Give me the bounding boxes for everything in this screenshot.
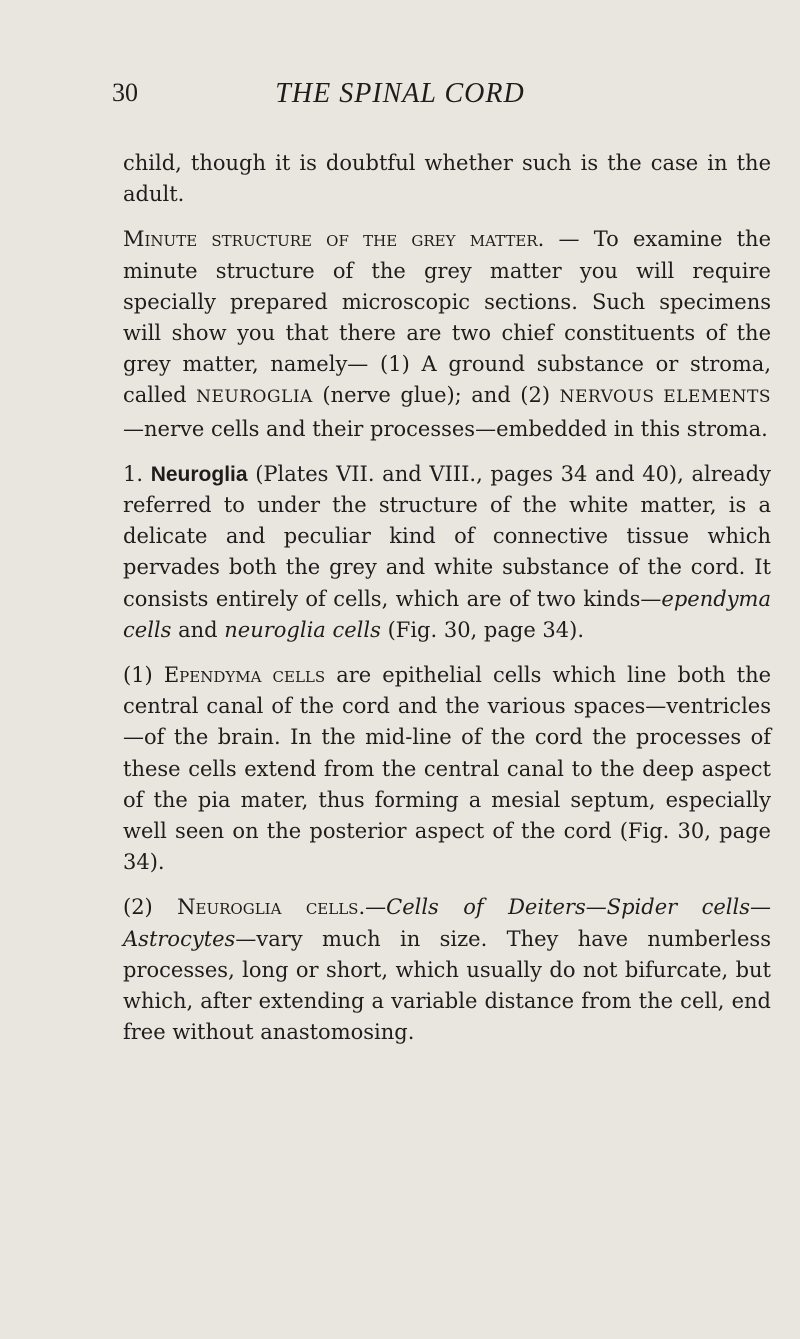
- running-title: THE SPINAL CORD: [275, 78, 525, 109]
- item-number: 1.: [123, 461, 151, 486]
- item-number: (1): [123, 663, 164, 688]
- subheading-neuroglia-cells: Neuroglia cells.: [177, 895, 366, 920]
- paragraph-text: —nerve cells and their processes—embedded in this stroma.: [123, 416, 768, 441]
- term-nervous-elements: NERVOUS ELEMENTS: [559, 387, 772, 408]
- term-neuroglia-cells: neuroglia cells: [224, 617, 381, 642]
- paragraph-text: (Fig. 30, page 34).: [380, 617, 585, 642]
- paragraph-continuation: child, though it is doubtful whether such is the case in the adult.: [123, 151, 771, 207]
- subheading-neuroglia: Neuroglia: [150, 462, 248, 486]
- paragraph-text: and: [171, 617, 225, 642]
- paragraph-text: (Plates VII. and VIII., pages 34 and 40), already referred to under the structure of the white matter, is a delicate and peculiar kind of connective tissue which pervades both the grey and white substance of the cord. It consists entirely of cells, which are of two kinds—: [123, 461, 771, 611]
- item-number: (2): [123, 895, 178, 920]
- page-header: [0, 78, 800, 122]
- paragraph-grey-matter: [123, 224, 771, 444]
- section-heading: Minute structure of the grey matter.: [123, 227, 545, 252]
- synonyms: —Cells of Deiters—Spider cells—Astrocytes: [123, 895, 771, 951]
- paragraph-text: (nerve glue); and (2): [312, 383, 560, 408]
- paragraph-text: —vary much in size. They have numberless processes, long or short, which usually do not bifurcate, but which, after extending a variable distance from the cell, end free without anastomosing.: [123, 926, 771, 1045]
- paragraph-neuroglia-cells: [123, 892, 771, 1048]
- page-body: [123, 148, 771, 1048]
- subheading-ependyma: Ependyma cells: [163, 663, 326, 688]
- paragraph-text: — To examine the minute structure of the grey matter you will require specially prepared microscopic sections. Such specimens will show you that there are two chief constituents of the grey matter, namely— (1) A ground substance or stroma, called: [123, 227, 771, 408]
- term-ependyma-cells: ependyma cells: [123, 586, 771, 642]
- paragraph-text: are epithelial cells which line both the central canal of the cord and the various spaces—ventricles—of the brain. In the mid-line of the cord the processes of these cells extend from the central canal to the deep aspect of the pia mater, thus forming a mesial septum, especially well seen on the posterior aspect of the cord (Fig. 30, page 34).: [123, 663, 772, 875]
- term-neuroglia: NEUROGLIA: [196, 387, 313, 408]
- paragraph-neuroglia: [123, 459, 771, 646]
- page-number: 30: [112, 78, 138, 107]
- paragraph-ependyma: [123, 660, 771, 878]
